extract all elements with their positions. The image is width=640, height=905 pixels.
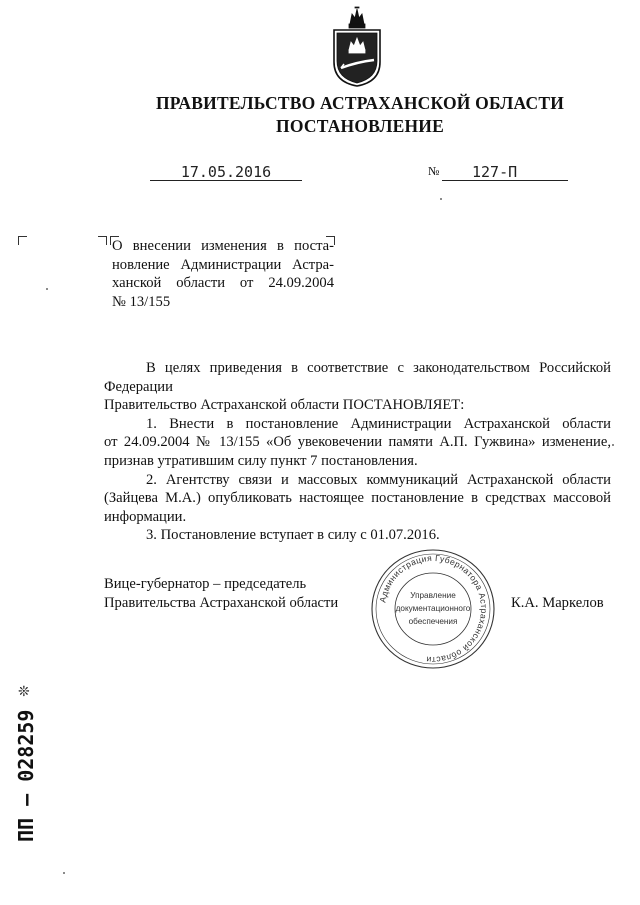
stamp-inner-line: документационного: [395, 604, 471, 613]
signatory-position: [104, 575, 338, 612]
speck: [46, 288, 48, 290]
intro-line: Правительство Астраханской области ПОСТАНОВЛЯЕТ:: [104, 397, 465, 414]
speck: [63, 872, 65, 874]
clause-1-line: от 24.09.2004 № 13/155 «Об увековечении памяти А.П. Гужвина» изменение,: [104, 434, 611, 451]
stamp-inner-line: обеспечения: [408, 617, 458, 626]
clause-2-line: 2. Агентству связи и массовых коммуникаций Астраханской области: [146, 471, 611, 488]
speck: [440, 198, 442, 200]
clause-3-line: 3. Постановление вступает в силу с 01.07.2016.: [146, 527, 440, 544]
intro-line: В целях приведения в соответствие с законодательством Российской: [146, 360, 611, 376]
position-line: Правительства Астраханской области: [104, 594, 339, 611]
number-sign: №: [428, 164, 440, 178]
subject-line: ханской области от 24.09.2004: [112, 275, 334, 292]
coat-of-arms-emblem: [328, 6, 386, 88]
asterisk-mark-icon: ❊: [18, 685, 30, 700]
document-type-title: ПОСТАНОВЛЕНИЕ: [276, 116, 444, 136]
speck: [612, 444, 614, 446]
subject-block: [112, 237, 334, 311]
corner-mark: [18, 236, 27, 245]
document-date: 17.05.2016: [150, 163, 302, 181]
resolution-body: [104, 359, 611, 545]
clause-1-line: 1. Внести в постановление Администрации Астраханской области: [146, 415, 611, 432]
subject-line: О внесении изменения в поста-: [112, 238, 334, 254]
clause-2-line: информации.: [104, 508, 187, 525]
document-number: 127-П: [442, 163, 568, 181]
signatory-name: К.А. Маркелов: [511, 595, 604, 611]
government-title: ПРАВИТЕЛЬСТВО АСТРАХАНСКОЙ ОБЛАСТИ: [155, 93, 565, 113]
registration-number: ПП – 028259: [14, 709, 38, 842]
corner-mark: [98, 236, 107, 245]
position-line: Вице-губернатор – председатель: [104, 576, 307, 592]
clause-2-line: (Зайцева М.А.) опубликовать настоящее постановление в средствах массовой: [104, 490, 611, 507]
stamp-inner-line: Управление: [410, 591, 456, 600]
subject-line: № 13/155: [112, 293, 171, 310]
official-stamp: [368, 546, 498, 672]
stamp-outer-text: Администрация Губернатора Астраханской области: [377, 552, 490, 666]
subject-line: новление Администрации Астра-: [112, 256, 334, 273]
intro-line: Федерации: [104, 378, 173, 395]
clause-1-line: признав утратившим силу пункт 7 постановления.: [104, 452, 418, 469]
